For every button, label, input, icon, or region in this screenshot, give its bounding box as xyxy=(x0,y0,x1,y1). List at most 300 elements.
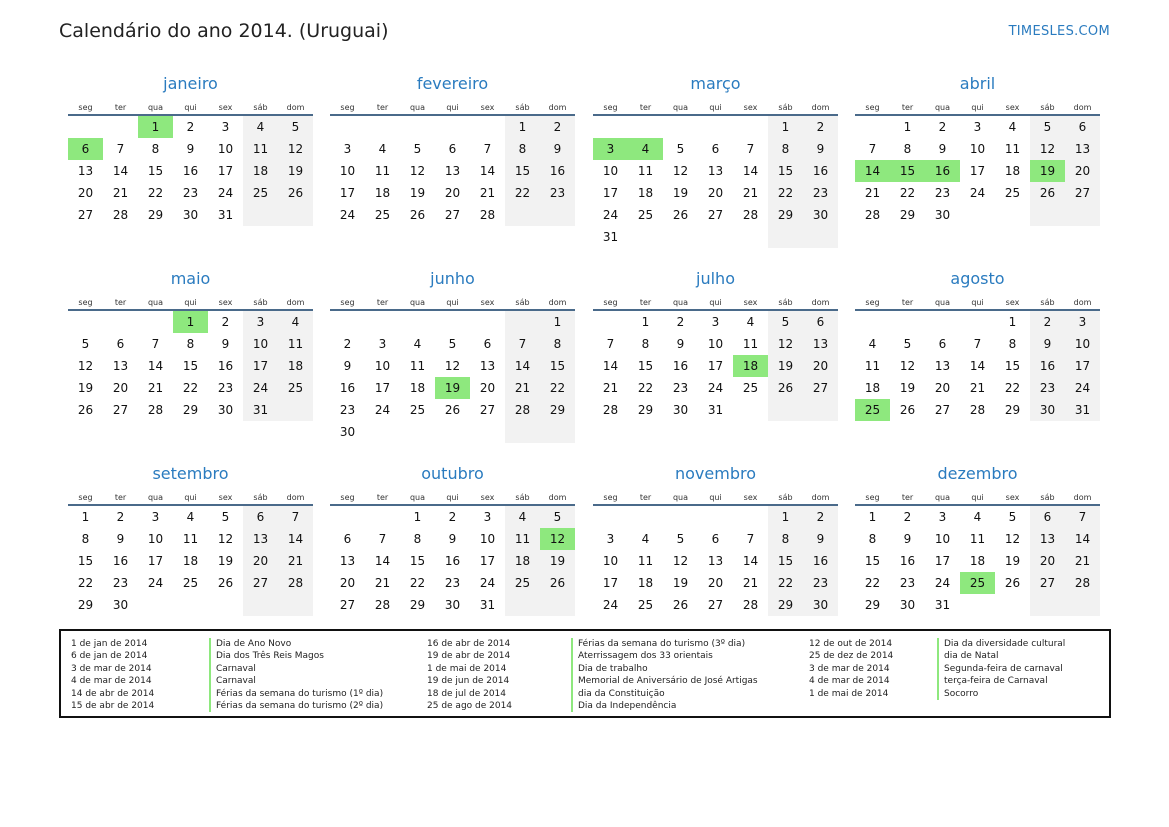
day-cell: 7 xyxy=(746,532,755,546)
day-cell: 20 xyxy=(803,355,838,377)
month-julho xyxy=(593,269,838,421)
month-abril xyxy=(855,74,1100,226)
weekday-label: qui xyxy=(971,493,984,502)
day-cell: 23 xyxy=(803,182,838,204)
day-cell: 22 xyxy=(899,186,916,200)
day-cell: 19 xyxy=(1030,160,1065,182)
empty-cell xyxy=(505,594,540,616)
weekday-label: sex xyxy=(743,298,758,307)
day-cell: 30 xyxy=(899,598,916,612)
legend-date: 19 de abr de 2014 xyxy=(427,651,511,662)
weekday-label: sáb xyxy=(1040,103,1055,112)
days-grid xyxy=(330,116,575,226)
day-cell: 21 xyxy=(969,381,986,395)
day-cell: 4 xyxy=(973,510,982,524)
weekday-label: seg xyxy=(603,298,618,307)
weekday-label: sáb xyxy=(515,103,530,112)
day-cell: 5 xyxy=(903,337,912,351)
empty-cell xyxy=(208,594,243,616)
day-cell: 30 xyxy=(112,598,129,612)
day-cell: 10 xyxy=(147,532,164,546)
empty-cell xyxy=(803,226,838,248)
day-cell: 7 xyxy=(1065,506,1100,528)
day-cell: 25 xyxy=(409,403,426,417)
month-name: abril xyxy=(959,74,996,93)
empty-cell xyxy=(540,594,575,616)
day-cell: 23 xyxy=(1030,377,1065,399)
day-cell: 17 xyxy=(602,576,619,590)
day-cell: 9 xyxy=(803,528,838,550)
day-cell: 10 xyxy=(243,333,278,355)
weekday-label: sex xyxy=(480,298,495,307)
weekday-label: sex xyxy=(1005,298,1020,307)
day-cell: 28 xyxy=(602,403,619,417)
empty-cell xyxy=(593,506,628,528)
day-cell: 1 xyxy=(540,311,575,333)
day-cell: 29 xyxy=(77,598,94,612)
empty-cell xyxy=(243,594,278,616)
empty-cell xyxy=(330,506,365,528)
day-cell: 30 xyxy=(803,594,838,616)
empty-cell xyxy=(365,421,400,443)
weekday-label: sáb xyxy=(1040,298,1055,307)
legend-date: 16 de abr de 2014 xyxy=(427,639,511,649)
day-cell: 22 xyxy=(864,576,881,590)
day-cell: 7 xyxy=(505,333,540,355)
day-cell: 11 xyxy=(969,532,986,546)
weekday-label: seg xyxy=(603,493,618,502)
weekday-label: qua xyxy=(147,298,164,307)
brand-link[interactable]: TIMESLES.COM xyxy=(1008,24,1110,39)
day-cell: 3 xyxy=(378,337,387,351)
day-cell: 24 xyxy=(602,598,619,612)
day-cell: 21 xyxy=(278,550,313,572)
day-cell: 25 xyxy=(855,399,890,421)
day-cell: 24 xyxy=(934,576,951,590)
weekday-label: seg xyxy=(340,493,355,502)
day-cell: 12 xyxy=(278,138,313,160)
legend-holiday-name: terça-feira de Carnaval xyxy=(937,675,1065,687)
weekday-label: qui xyxy=(971,298,984,307)
day-cell: 14 xyxy=(969,359,986,373)
day-cell: 19 xyxy=(672,186,689,200)
weekday-label: ter xyxy=(376,298,389,307)
day-cell: 9 xyxy=(186,142,195,156)
month-name: março xyxy=(690,74,741,93)
month-name: outubro xyxy=(421,464,484,483)
weekday-label: sex xyxy=(480,493,495,502)
day-cell: 12 xyxy=(444,359,461,373)
day-cell: 12 xyxy=(77,359,94,373)
day-cell: 26 xyxy=(444,403,461,417)
day-cell: 5 xyxy=(768,311,803,333)
day-cell: 21 xyxy=(147,381,164,395)
day-cell: 17 xyxy=(1065,355,1100,377)
weekday-label: qui xyxy=(184,493,197,502)
day-cell: 3 xyxy=(243,311,278,333)
weekday-label: qui xyxy=(184,298,197,307)
empty-cell xyxy=(103,116,138,138)
day-cell: 30 xyxy=(339,425,356,439)
day-cell: 9 xyxy=(343,359,352,373)
day-cell: 1 xyxy=(138,116,173,138)
day-cell: 24 xyxy=(602,208,619,222)
weekday-label: dom xyxy=(548,103,567,112)
day-cell: 24 xyxy=(339,208,356,222)
empty-cell xyxy=(628,506,663,528)
weekday-label: sáb xyxy=(253,103,268,112)
weekday-label: ter xyxy=(901,298,914,307)
day-cell: 23 xyxy=(444,576,461,590)
day-cell: 26 xyxy=(1030,182,1065,204)
weekday-label: qui xyxy=(446,298,459,307)
day-cell: 28 xyxy=(1065,572,1100,594)
day-cell: 26 xyxy=(278,182,313,204)
day-cell: 21 xyxy=(742,576,759,590)
day-cell: 17 xyxy=(217,164,234,178)
empty-cell xyxy=(365,311,400,333)
empty-cell xyxy=(855,116,890,138)
day-cell: 26 xyxy=(1004,576,1021,590)
day-cell: 1 xyxy=(505,116,540,138)
legend-date: 1 de jan de 2014 xyxy=(71,639,148,649)
day-cell: 14 xyxy=(602,359,619,373)
day-cell: 4 xyxy=(378,142,387,156)
day-cell: 17 xyxy=(147,554,164,568)
day-cell: 30 xyxy=(217,403,234,417)
day-cell: 20 xyxy=(444,186,461,200)
day-cell: 6 xyxy=(1065,116,1100,138)
day-cell: 27 xyxy=(77,208,94,222)
day-cell: 7 xyxy=(151,337,160,351)
day-cell: 4 xyxy=(505,506,540,528)
day-cell: 26 xyxy=(217,576,234,590)
legend-date: 4 de mar de 2014 xyxy=(809,676,890,687)
day-cell: 12 xyxy=(1004,532,1021,546)
day-cell: 16 xyxy=(1030,355,1065,377)
day-cell: 26 xyxy=(672,208,689,222)
empty-cell xyxy=(435,311,470,333)
day-cell: 18 xyxy=(505,550,540,572)
day-cell: 9 xyxy=(938,142,947,156)
weekday-label: sex xyxy=(743,103,758,112)
month-name: setembro xyxy=(152,464,229,483)
day-cell: 22 xyxy=(768,572,803,594)
day-cell: 23 xyxy=(217,381,234,395)
day-cell: 27 xyxy=(707,208,724,222)
day-cell: 13 xyxy=(112,359,129,373)
weekday-header xyxy=(68,297,313,311)
month-name: dezembro xyxy=(937,464,1018,483)
weekday-label: dom xyxy=(811,298,830,307)
weekday-label: seg xyxy=(340,298,355,307)
day-cell: 19 xyxy=(899,381,916,395)
day-cell: 15 xyxy=(505,160,540,182)
month-novembro xyxy=(593,464,838,616)
weekday-label: qui xyxy=(709,103,722,112)
day-cell: 12 xyxy=(672,554,689,568)
day-cell: 11 xyxy=(864,359,881,373)
empty-cell xyxy=(663,116,698,138)
day-cell: 27 xyxy=(934,403,951,417)
day-cell: 9 xyxy=(221,337,230,351)
day-cell: 20 xyxy=(1030,550,1065,572)
weekday-label: sex xyxy=(1005,493,1020,502)
day-cell: 13 xyxy=(934,359,951,373)
day-cell: 20 xyxy=(339,576,356,590)
month-setembro xyxy=(68,464,313,616)
day-cell: 8 xyxy=(641,337,650,351)
day-cell: 5 xyxy=(540,506,575,528)
day-cell: 21 xyxy=(112,186,129,200)
day-cell: 29 xyxy=(637,403,654,417)
day-cell: 29 xyxy=(147,208,164,222)
day-cell: 12 xyxy=(899,359,916,373)
day-cell: 15 xyxy=(768,160,803,182)
month-name: novembro xyxy=(675,464,756,483)
day-cell: 24 xyxy=(707,381,724,395)
day-cell: 6 xyxy=(803,311,838,333)
empty-cell xyxy=(470,421,505,443)
empty-cell xyxy=(278,204,313,226)
empty-cell xyxy=(435,116,470,138)
month-junho xyxy=(330,269,575,443)
day-cell: 4 xyxy=(186,510,195,524)
day-cell: 6 xyxy=(68,138,103,160)
days-grid xyxy=(593,311,838,421)
day-cell: 26 xyxy=(899,403,916,417)
day-cell: 22 xyxy=(505,182,540,204)
day-cell: 16 xyxy=(339,381,356,395)
day-cell: 30 xyxy=(934,208,951,222)
day-cell: 30 xyxy=(1030,399,1065,421)
day-cell: 10 xyxy=(707,337,724,351)
day-cell: 28 xyxy=(112,208,129,222)
day-cell: 5 xyxy=(81,337,90,351)
day-cell: 15 xyxy=(77,554,94,568)
empty-cell xyxy=(733,226,768,248)
day-cell: 31 xyxy=(479,598,496,612)
day-cell: 2 xyxy=(676,315,685,329)
day-cell: 13 xyxy=(1065,138,1100,160)
empty-cell xyxy=(505,421,540,443)
days-grid xyxy=(593,116,838,248)
day-cell: 13 xyxy=(707,164,724,178)
legend-date: 4 de mar de 2014 xyxy=(71,676,152,687)
day-cell: 4 xyxy=(243,116,278,138)
day-cell: 5 xyxy=(448,337,457,351)
day-cell: 16 xyxy=(182,164,199,178)
day-cell: 7 xyxy=(746,142,755,156)
days-grid xyxy=(855,116,1100,226)
legend-date: 6 de jan de 2014 xyxy=(71,651,148,662)
weekday-label: seg xyxy=(78,493,93,502)
legend-holiday-name: Dia de trabalho xyxy=(571,663,758,675)
days-grid xyxy=(68,116,313,226)
day-cell: 12 xyxy=(217,532,234,546)
day-cell: 10 xyxy=(339,164,356,178)
day-cell: 7 xyxy=(483,142,492,156)
day-cell: 30 xyxy=(803,204,838,226)
day-cell: 24 xyxy=(1065,377,1100,399)
day-cell: 3 xyxy=(973,120,982,134)
empty-cell xyxy=(365,506,400,528)
legend-holiday-name: Dia de Ano Novo xyxy=(209,638,383,650)
month-name: maio xyxy=(170,269,211,288)
day-cell: 27 xyxy=(112,403,129,417)
weekday-label: seg xyxy=(865,493,880,502)
day-cell: 6 xyxy=(483,337,492,351)
weekday-label: sáb xyxy=(253,493,268,502)
day-cell: 1 xyxy=(413,510,422,524)
legend-holiday-name: Aterrissagem dos 33 orientais xyxy=(571,650,758,662)
day-cell: 23 xyxy=(112,576,129,590)
day-cell: 23 xyxy=(803,572,838,594)
weekday-label: dom xyxy=(286,103,305,112)
weekday-label: dom xyxy=(548,493,567,502)
day-cell: 3 xyxy=(1065,311,1100,333)
day-cell: 16 xyxy=(540,160,575,182)
empty-cell xyxy=(243,204,278,226)
weekday-label: ter xyxy=(114,298,127,307)
day-cell: 6 xyxy=(116,337,125,351)
day-cell: 1 xyxy=(868,510,877,524)
day-cell: 22 xyxy=(409,576,426,590)
legend-holiday-name: Férias da semana do turismo (1º dia) xyxy=(209,688,383,700)
weekday-header xyxy=(330,297,575,311)
weekday-label: sex xyxy=(218,298,233,307)
empty-cell xyxy=(400,311,435,333)
day-cell: 28 xyxy=(864,208,881,222)
day-cell: 28 xyxy=(278,572,313,594)
legend-dates-column xyxy=(427,638,512,712)
day-cell: 27 xyxy=(479,403,496,417)
day-cell: 21 xyxy=(864,186,881,200)
day-cell: 8 xyxy=(903,142,912,156)
day-cell: 8 xyxy=(151,142,160,156)
day-cell: 25 xyxy=(742,381,759,395)
empty-cell xyxy=(855,311,890,333)
day-cell: 19 xyxy=(1004,554,1021,568)
weekday-label: qua xyxy=(934,103,951,112)
empty-cell xyxy=(768,226,803,248)
day-cell: 2 xyxy=(221,315,230,329)
legend-date: 15 de abr de 2014 xyxy=(71,700,155,711)
day-cell: 29 xyxy=(768,594,803,616)
day-cell: 10 xyxy=(934,532,951,546)
day-cell: 10 xyxy=(602,554,619,568)
day-cell: 22 xyxy=(77,576,94,590)
day-cell: 24 xyxy=(969,186,986,200)
weekday-label: qua xyxy=(934,493,951,502)
weekday-label: dom xyxy=(286,298,305,307)
days-grid xyxy=(855,506,1100,616)
weekday-label: qua xyxy=(147,493,164,502)
day-cell: 18 xyxy=(182,554,199,568)
day-cell: 2 xyxy=(803,116,838,138)
weekday-label: sex xyxy=(480,103,495,112)
day-cell: 8 xyxy=(540,333,575,355)
empty-cell xyxy=(470,116,505,138)
day-cell: 13 xyxy=(1030,528,1065,550)
weekday-label: qua xyxy=(672,298,689,307)
empty-cell xyxy=(138,594,173,616)
day-cell: 13 xyxy=(479,359,496,373)
day-cell: 18 xyxy=(409,381,426,395)
day-cell: 22 xyxy=(147,186,164,200)
day-cell: 6 xyxy=(343,532,352,546)
day-cell: 1 xyxy=(81,510,90,524)
day-cell: 15 xyxy=(864,554,881,568)
days-grid xyxy=(330,311,575,443)
weekday-label: qui xyxy=(971,103,984,112)
day-cell: 13 xyxy=(444,164,461,178)
day-cell: 23 xyxy=(182,186,199,200)
weekday-label: sáb xyxy=(778,493,793,502)
day-cell: 5 xyxy=(1030,116,1065,138)
month-dezembro xyxy=(855,464,1100,616)
day-cell: 15 xyxy=(182,359,199,373)
legend-holiday-name: Dia da Independência xyxy=(571,700,758,712)
day-cell: 26 xyxy=(540,572,575,594)
day-cell: 13 xyxy=(803,333,838,355)
empty-cell xyxy=(68,116,103,138)
day-cell: 24 xyxy=(243,377,278,399)
day-cell: 11 xyxy=(374,164,391,178)
day-cell: 5 xyxy=(676,532,685,546)
day-cell: 20 xyxy=(112,381,129,395)
day-cell: 22 xyxy=(1004,381,1021,395)
day-cell: 9 xyxy=(116,532,125,546)
day-cell: 9 xyxy=(1030,333,1065,355)
day-cell: 7 xyxy=(378,532,387,546)
day-cell: 15 xyxy=(637,359,654,373)
day-cell: 31 xyxy=(217,208,234,222)
weekday-label: qui xyxy=(446,103,459,112)
day-cell: 1 xyxy=(768,116,803,138)
weekday-label: qua xyxy=(934,298,951,307)
weekday-label: ter xyxy=(901,103,914,112)
day-cell: 25 xyxy=(374,208,391,222)
empty-cell xyxy=(663,506,698,528)
legend-dates-column xyxy=(809,638,893,700)
day-cell: 24 xyxy=(217,186,234,200)
empty-cell xyxy=(698,116,733,138)
day-cell: 22 xyxy=(637,381,654,395)
weekday-label: sex xyxy=(1005,103,1020,112)
day-cell: 12 xyxy=(1030,138,1065,160)
legend-holiday-name: Férias da semana do turismo (2º dia) xyxy=(209,700,383,712)
day-cell: 26 xyxy=(409,208,426,222)
day-cell: 2 xyxy=(803,506,838,528)
empty-cell xyxy=(995,204,1030,226)
day-cell: 17 xyxy=(707,359,724,373)
day-cell: 14 xyxy=(742,164,759,178)
month-name: janeiro xyxy=(163,74,218,93)
day-cell: 3 xyxy=(606,532,615,546)
day-cell: 14 xyxy=(278,528,313,550)
empty-cell xyxy=(628,226,663,248)
day-cell: 20 xyxy=(1065,160,1100,182)
empty-cell xyxy=(960,311,995,333)
day-cell: 23 xyxy=(934,186,951,200)
weekday-label: dom xyxy=(548,298,567,307)
day-cell: 16 xyxy=(444,554,461,568)
day-cell: 4 xyxy=(746,315,755,329)
day-cell: 14 xyxy=(147,359,164,373)
month-name: fevereiro xyxy=(416,74,489,93)
empty-cell xyxy=(330,116,365,138)
